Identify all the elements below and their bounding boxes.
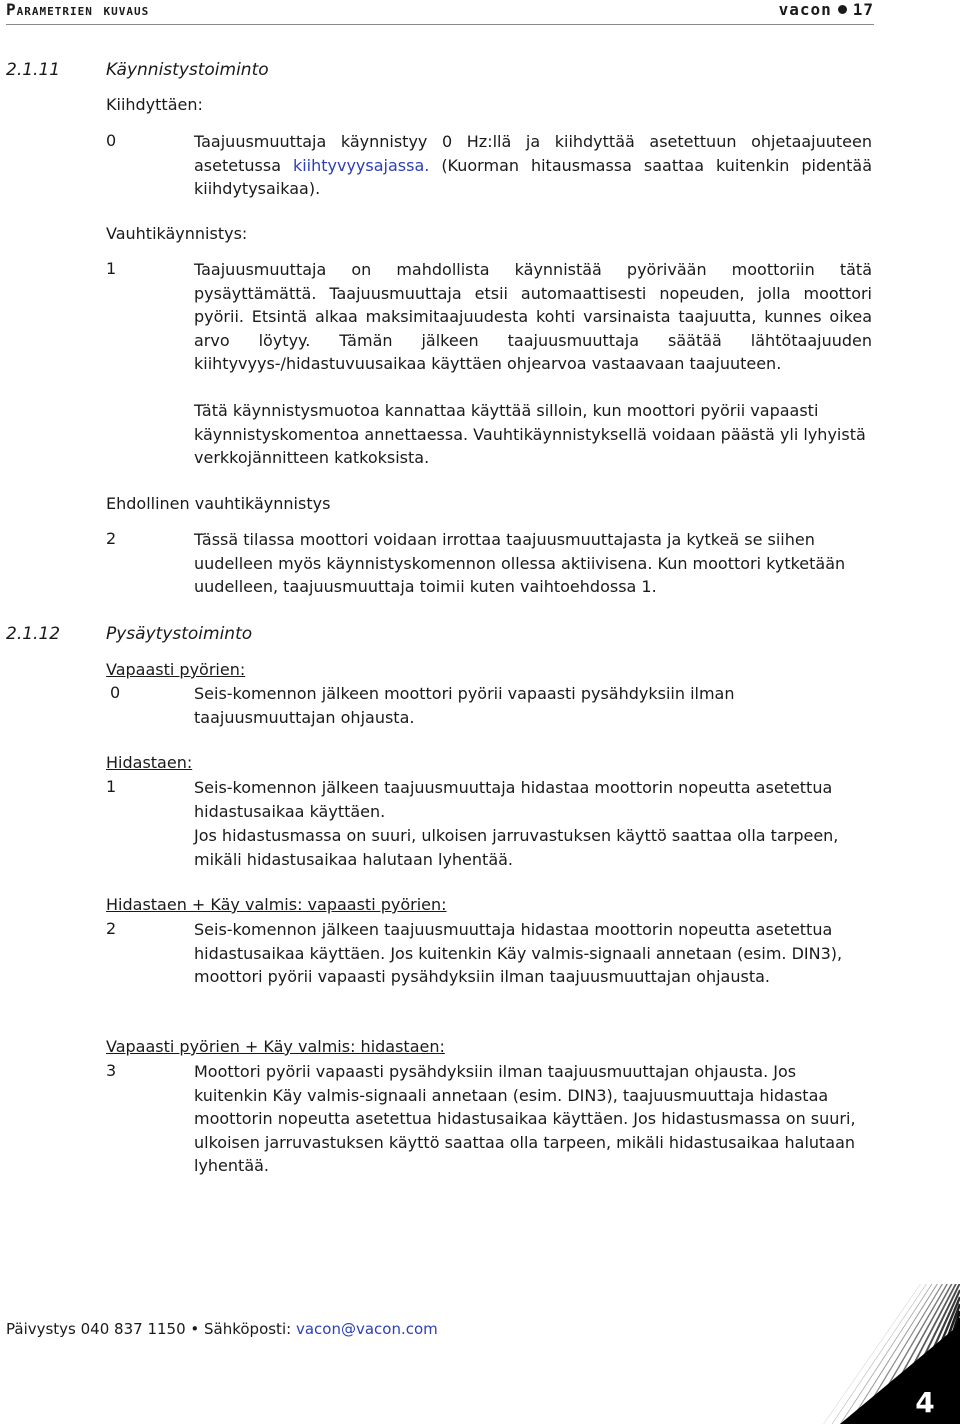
page-number: 17 <box>852 0 874 19</box>
accel-time-link[interactable]: kiihtyvyysajassa. <box>292 155 430 175</box>
option-description: Seis-komennon jälkeen moottori pyörii vapaasti pysähdyksiin ilman taajuusmuuttajan ohjausta. <box>194 684 735 727</box>
option-description <box>194 130 872 201</box>
group-label: Kiihdyttäen: <box>106 95 203 114</box>
option-number: 1 <box>106 777 117 796</box>
header-title: Parametrien kuvaus <box>6 0 150 19</box>
option-number: 2 <box>106 529 117 548</box>
section-number: 2.1.12 <box>6 624 61 644</box>
option-description: Seis-komennon jälkeen taajuusmuuttaja hidastaa moottorin nopeutta asetettua hidastusaikaa käyttäen. Jos kuitenkin Käy valmis-signaali annetaan (esim. DIN3), moottori pyörii vapaasti pysähdyksiin ilman taajuusmuuttajan ohjausta. <box>194 920 843 986</box>
option-description: Seis-komennon jälkeen taajuusmuuttaja hidastaa moottorin nopeutta asetettua hidastusaikaa käyttäen. <box>194 778 833 821</box>
option-text: Taajuusmuuttaja käynnistyy 0 Hz:llä ja kiihdyttää asetettuun ohjetaajuuteen asetetussa <box>194 132 872 175</box>
option-number: 0 <box>110 683 121 702</box>
option-note: Jos hidastusmassa on suuri, ulkoisen jarruvastuksen käyttö saattaa olla tarpeen, mikäli hidastusaikaa halutaan lyhentää. <box>194 826 839 869</box>
footer-email-link[interactable]: vacon@vacon.com <box>295 1320 438 1338</box>
group-label: Vapaasti pyörien + Käy valmis: hidastaen: <box>106 1037 445 1056</box>
group-label: Hidastaen + Käy valmis: vapaasti pyörien: <box>106 895 447 914</box>
option-number: 0 <box>106 131 117 150</box>
option-number: 1 <box>106 259 117 278</box>
brand-name: vacon <box>778 0 832 19</box>
page-header <box>6 0 874 25</box>
bullet-icon <box>838 5 847 14</box>
group-label: Ehdollinen vauhtikäynnistys <box>106 494 331 513</box>
page-footer <box>6 1320 438 1338</box>
option-number: 2 <box>106 919 117 938</box>
option-number: 3 <box>106 1061 117 1080</box>
option-description: Tässä tilassa moottori voidaan irrottaa taajuusmuuttajasta ja kytkeä se siihen uudelleen myös käynnistyskomennon ollessa aktiivisena. Kun moottori kytketään uudelleen, taajuusmuuttaja toimii kuten vaihtoehdossa 1. <box>194 530 846 596</box>
option-text: (Kuorman hitausmassa saattaa kuitenkin pidentää kiihdytysaikaa). <box>194 155 872 198</box>
group-label: Vapaasti pyörien: <box>106 660 246 679</box>
header-brand-page <box>779 0 874 19</box>
corner-stripes-graphic <box>760 1284 960 1424</box>
section-title: Pysäytystoiminto <box>106 624 253 644</box>
group-label: Hidastaen: <box>106 753 193 772</box>
group-label: Vauhtikäynnistys: <box>106 224 248 243</box>
corner-number: 4 <box>915 1386 935 1419</box>
option-description: Moottori pyörii vapaasti pysähdyksiin ilman taajuusmuuttajan ohjausta. Jos kuitenkin Käy valmis-signaali annetaan (esim. DIN3), taajuusmuuttaja hidastaa moottorin nopeutta asetettua hidastusaikaa käyttäen. Jos hidastusmassa on suuri, ulkoisen jarruvastuksen käyttö saattaa olla tarpeen, mikäli hidastusaikaa halutaan lyhentää. <box>194 1062 856 1175</box>
section-title: Käynnistystoiminto <box>106 60 269 80</box>
option-note: Tätä käynnistysmuotoa kannattaa käyttää silloin, kun moottori pyörii vapaasti käynnistyskomentoa annettaessa. Vauhtikäynnistyksellä voidaan päästä yli lyhyistä verkkojännitteen katkoksista. <box>194 401 866 467</box>
footer-contact: Päivystys 040 837 1150 • Sähköposti: <box>6 1320 292 1338</box>
option-description: Taajuusmuuttaja on mahdollista käynnistää pyörivään moottoriin tätä pysäyttämättä. Taajuusmuuttaja etsii automaattisesti nopeuden, jolla moottori pyörii. Etsintä alkaa maksimitaajuudesta kohti varsinaista taajuutta, kunnes oikea arvo löytyy. Tämän jälkeen taajuusmuuttaja säätää lähtötaajuuden kiihtyvyys-/hidastuvuusaikaa käyttäen ohjearvoa vastaavaan taajuuteen. <box>194 260 872 373</box>
section-number: 2.1.11 <box>6 60 61 80</box>
